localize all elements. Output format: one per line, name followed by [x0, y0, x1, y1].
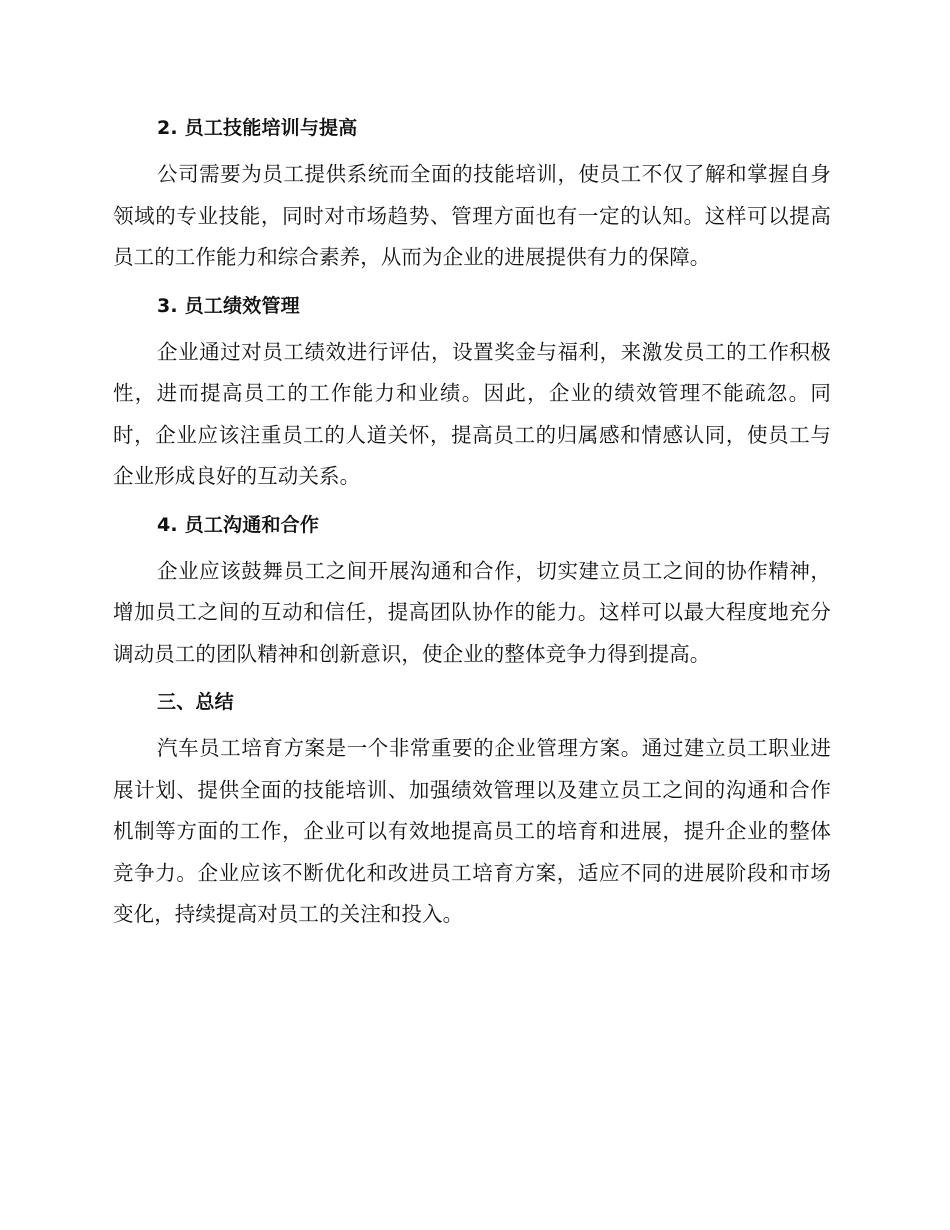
section-heading-summary: 三、总结	[157, 691, 234, 713]
spacer	[113, 322, 831, 332]
spacer	[113, 718, 831, 728]
section-heading-communication: 4. 员工沟通和合作	[157, 513, 320, 536]
spacer	[113, 144, 831, 154]
paragraph-performance: 企业通过对员工绩效进行评估，设置奖金与福利，来激发员工的工作积极性，进而提高员工的工作能力和业绩。因此，企业的绩效管理不能疏忽。同时，企业应该注重员工的人道关怀，提高员工的归属感和情感认同，使员工与企业形成良好的互动关系。	[113, 339, 831, 488]
section-heading-performance: 3. 员工绩效管理	[157, 294, 300, 317]
section-heading-skills-training: 2. 员工技能培训与提高	[157, 117, 358, 139]
document-body	[113, 112, 831, 936]
paragraph-skills-training: 公司需要为员工提供系统而全面的技能培训，使员工不仅了解和掌握自身领域的专业技能，同时对市场趋势、管理方面也有一定的认知。这样可以提高员工的工作能力和综合素养，从而为企业的进展提供有力的保障。	[113, 162, 831, 269]
spacer	[113, 498, 831, 509]
paragraph-summary: 汽车员工培育方案是一个非常重要的企业管理方案。通过建立员工职业进展计划、提供全面的技能培训、加强绩效管理以及建立员工之间的沟通和合作机制等方面的工作，企业可以有效地提高员工的培育和进展，提升企业的整体竞争力。企业应该不断优化和改进员工培育方案，适应不同的进展阶段和市场变化，持续提高对员工的关注和投入。	[113, 736, 831, 926]
spacer	[113, 541, 831, 551]
paragraph-communication: 企业应该鼓舞员工之间开展沟通和合作，切实建立员工之间的协作精神，增加员工之间的互动和信任，提高团队协作的能力。这样可以最大程度地充分调动员工的团队精神和创新意识，使企业的整体竞争力得到提高。	[113, 558, 831, 666]
spacer	[113, 675, 831, 686]
spacer	[113, 279, 831, 290]
